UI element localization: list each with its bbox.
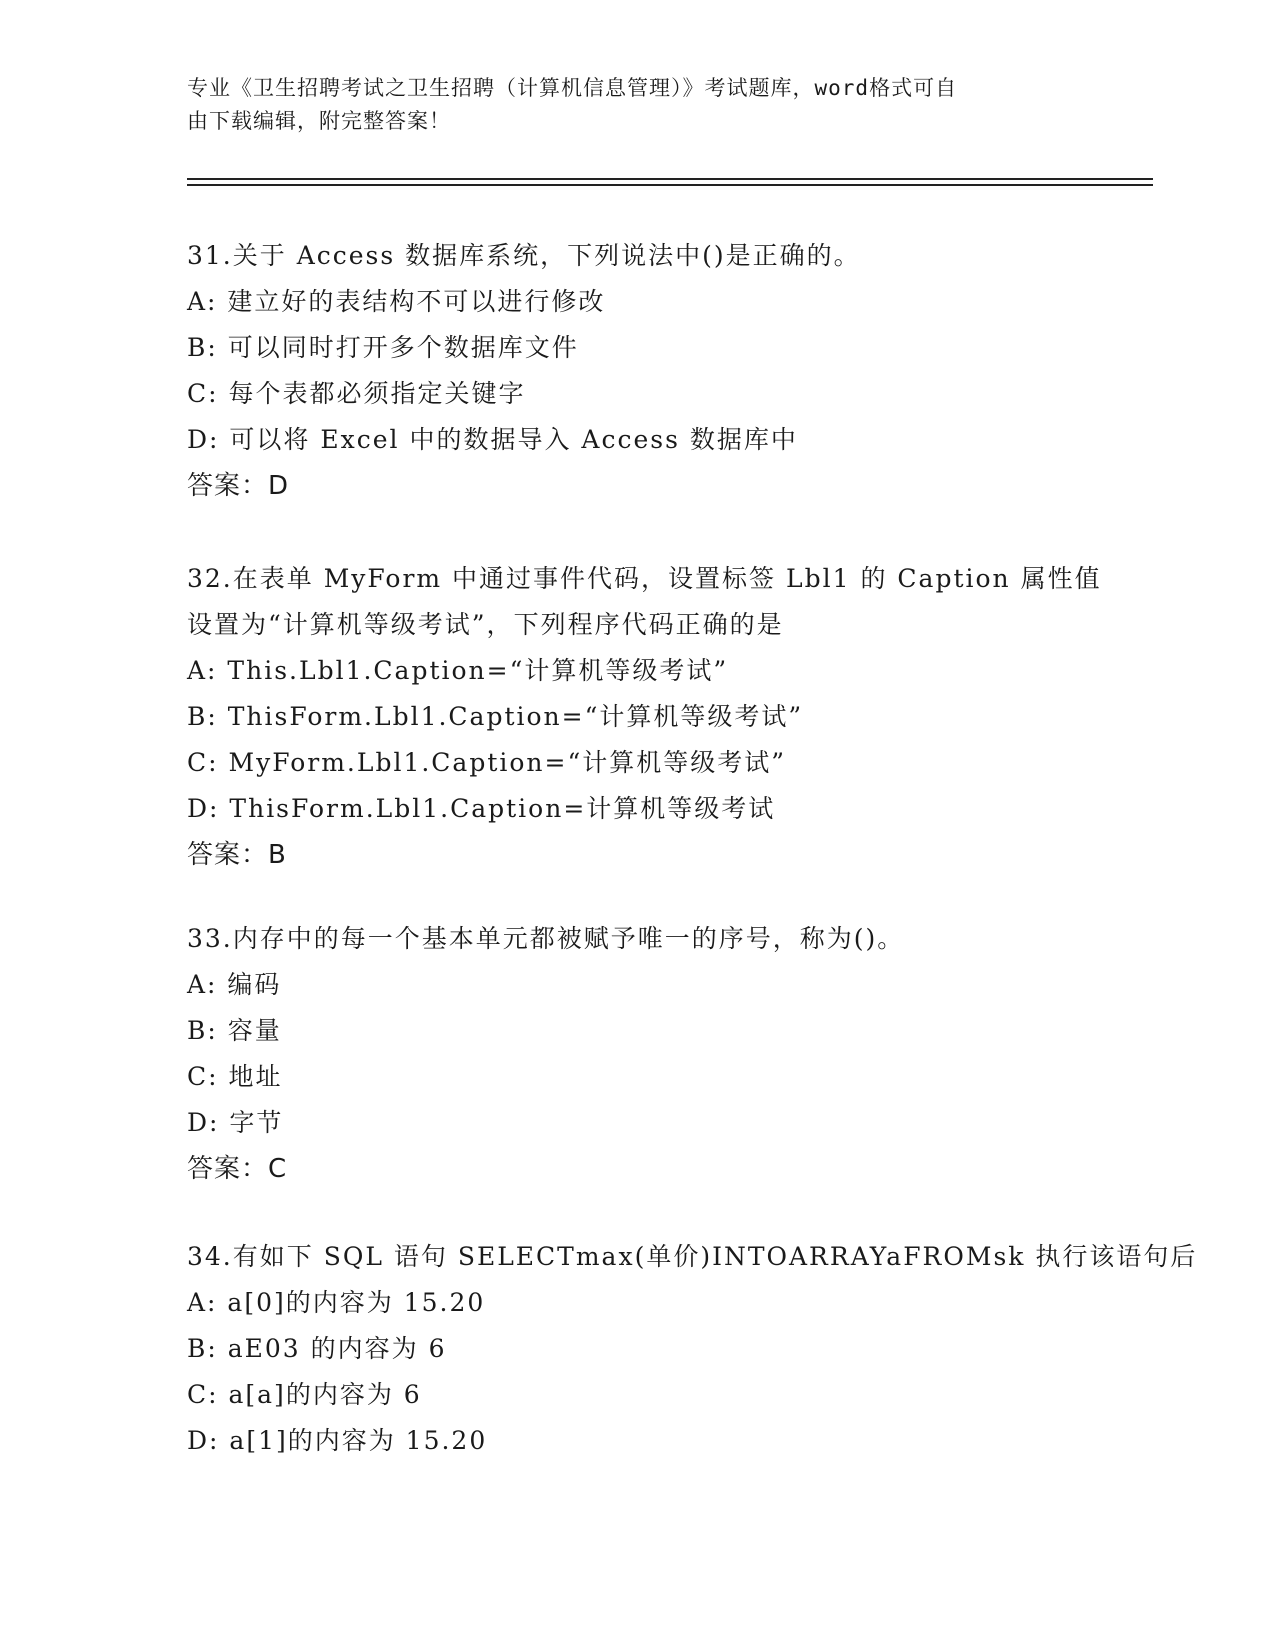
option-d: D: a[1]的内容为 15.20 <box>187 1426 488 1455</box>
answer-key: 答案：C <box>187 1154 288 1184</box>
option-a: A: This.Lbl1.Caption=“计算机等级考试” <box>187 656 729 685</box>
header-divider-bottom <box>187 184 1153 186</box>
question-stem: 32.在表单 MyForm 中通过事件代码，设置标签 Lbl1 的 Caption 属性值 <box>187 564 1102 593</box>
option-c: C: 每个表都必须指定关键字 <box>187 379 526 408</box>
header-divider-top <box>187 178 1153 180</box>
option-c: C: MyForm.Lbl1.Caption=“计算机等级考试” <box>187 748 787 777</box>
option-a: A: a[0]的内容为 15.20 <box>187 1288 486 1317</box>
header-line-1: 专业《卫生招聘考试之卫生招聘（计算机信息管理）》考试题库，word格式可自 <box>187 76 958 100</box>
question-stem: 33.内存中的每一个基本单元都被赋予唯一的序号，称为()。 <box>187 924 905 953</box>
question-stem-continued: 设置为“计算机等级考试”，下列程序代码正确的是 <box>187 610 784 639</box>
question-31 <box>187 233 1087 509</box>
question-34 <box>187 1234 1198 1464</box>
option-c: C: 地址 <box>187 1062 283 1091</box>
answer-key: 答案：D <box>187 471 290 501</box>
option-d: D: ThisForm.Lbl1.Caption=计算机等级考试 <box>187 794 776 823</box>
question-32 <box>187 556 1102 878</box>
option-b: B: 容量 <box>187 1016 282 1045</box>
option-b: B: aE03 的内容为 6 <box>187 1334 447 1363</box>
option-b: B: ThisForm.Lbl1.Caption=“计算机等级考试” <box>187 702 804 731</box>
question-stem: 31.关于 Access 数据库系统，下列说法中()是正确的。 <box>187 241 861 270</box>
option-b: B: 可以同时打开多个数据库文件 <box>187 333 579 362</box>
option-a: A: 建立好的表结构不可以进行修改 <box>187 287 606 316</box>
option-d: D: 字节 <box>187 1108 284 1137</box>
answer-key: 答案：B <box>187 840 287 870</box>
question-33 <box>187 916 1087 1192</box>
document-header <box>187 72 1067 138</box>
option-a: A: 编码 <box>187 970 282 999</box>
option-d: D: 可以将 Excel 中的数据导入 Access 数据库中 <box>187 425 798 454</box>
header-line-2: 由下载编辑，附完整答案！ <box>187 109 451 133</box>
question-stem: 34.有如下 SQL 语句 SELECTmax(单价)INTOARRAYaFROMsk 执行该语句后 <box>187 1242 1198 1271</box>
option-c: C: a[a]的内容为 6 <box>187 1380 422 1409</box>
